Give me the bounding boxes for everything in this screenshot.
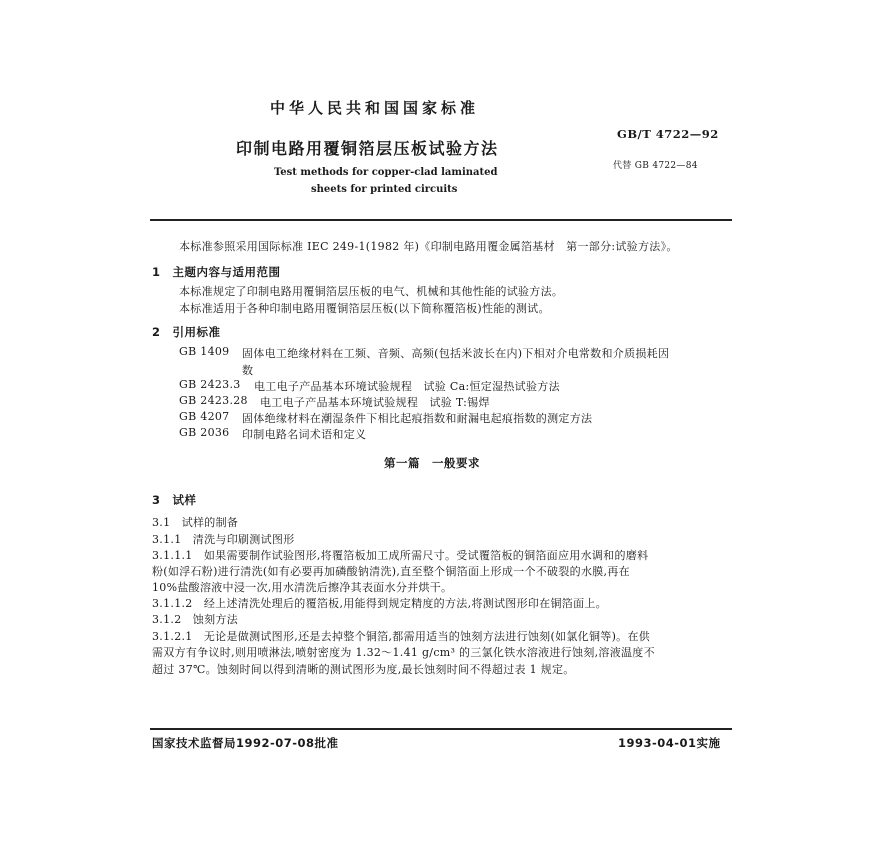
effective-date: 1993-04-01实施 [618, 736, 721, 750]
footer-divider [150, 728, 732, 730]
ref-text-continued: 数 [242, 364, 254, 377]
approval-line: 国家技术监督局1992-07-08批准 [152, 736, 339, 750]
ref-text: 固体电工绝缘材料在工频、音频、高频(包括米波长在内)下相对介电常数和介质损耗因 [242, 347, 670, 360]
document-title-en-line1: Test methods for copper-clad laminated [274, 167, 498, 178]
section-3-1-2-1-line-2: 需双方有争议时,则用喷淋法,喷射密度为 1.32～1.41 g/cm³ 的三氯化铁水溶液进行蚀刻,溶液温度不 [152, 646, 655, 659]
ref-code: GB 2423.3 [179, 378, 241, 391]
ref-text: 固体绝缘材料在潮湿条件下相比起痕指数和耐漏电起痕指数的测定方法 [242, 412, 593, 425]
ref-code: GB 2036 [179, 426, 230, 439]
section-3-1-1-1-line-1: 3.1.1.1 如果需要制作试验图形,将覆箔板加工成所需尺寸。受试覆箔板的铜箔面应用水调和的磨料 [152, 549, 649, 562]
ref-text: 电工电子产品基本环境试验规程 试验 T:锡焊 [260, 396, 490, 409]
document-title-en-line2: sheets for printed circuits [311, 184, 458, 195]
section-3-heading: 3 试样 [152, 493, 197, 507]
section-3-1-1-1-line-2: 粉(如浮石粉)进行清洗(如有必要再加磷酸钠清洗),直至整个铜箔面上形成一个不破裂的水膜,再在 [152, 565, 630, 578]
section-3-1-2-1-line-1: 3.1.2.1 无论是做测试图形,还是去掉整个铜箔,都需用适当的蚀刻方法进行蚀刻(如氯化铜等)。在供 [152, 630, 651, 643]
section-3-1-heading: 3.1 试样的制备 [152, 516, 239, 529]
section-2-heading: 2 引用标准 [152, 325, 221, 339]
ref-text: 印制电路名词术语和定义 [242, 428, 367, 441]
section-3-1-1-2-line: 3.1.1.2 经上述清洗处理后的覆箔板,用能得到规定精度的方法,将测试图形印在铜箔面上。 [152, 597, 607, 610]
intro-paragraph: 本标准参照采用国际标准 IEC 249-1(1982 年)《印制电路用覆金属箔基材 第一部分:试验方法》。 [179, 240, 678, 253]
section-1-line-2: 本标准适用于各种印制电路用覆铜箔层压板(以下简称覆箔板)性能的测试。 [179, 302, 550, 315]
section-3-1-2-heading: 3.1.2 蚀刻方法 [152, 613, 238, 626]
section-3-1-2-1-line-3: 超过 37℃。蚀刻时间以得到清晰的测试图形为度,最长蚀刻时间不得超过表 1 规定。 [152, 663, 575, 676]
national-standard-title: 中华人民共和国国家标准 [270, 99, 480, 117]
header-divider [150, 219, 732, 221]
part-title: 第一篇 一般要求 [384, 456, 480, 470]
standard-number: GB/T 4722—92 [617, 127, 719, 141]
replaces-standard: 代替 GB 4722—84 [613, 161, 698, 171]
ref-code: GB 4207 [179, 410, 230, 423]
section-1-line-1: 本标准规定了印制电路用覆铜箔层压板的电气、机械和其他性能的试验方法。 [179, 285, 564, 298]
ref-text: 电工电子产品基本环境试验规程 试验 Ca:恒定湿热试验方法 [254, 380, 560, 393]
ref-code: GB 1409 [179, 345, 230, 358]
section-3-1-1-heading: 3.1.1 清洗与印刷测试图形 [152, 533, 295, 546]
document-title-cn: 印制电路用覆铜箔层压板试验方法 [236, 139, 499, 158]
ref-code: GB 2423.28 [179, 394, 248, 407]
section-1-heading: 1 主题内容与适用范围 [152, 265, 281, 279]
section-3-1-1-1-line-3: 10%盐酸溶液中浸一次,用水清洗后擦净其表面水分并烘干。 [152, 581, 453, 594]
